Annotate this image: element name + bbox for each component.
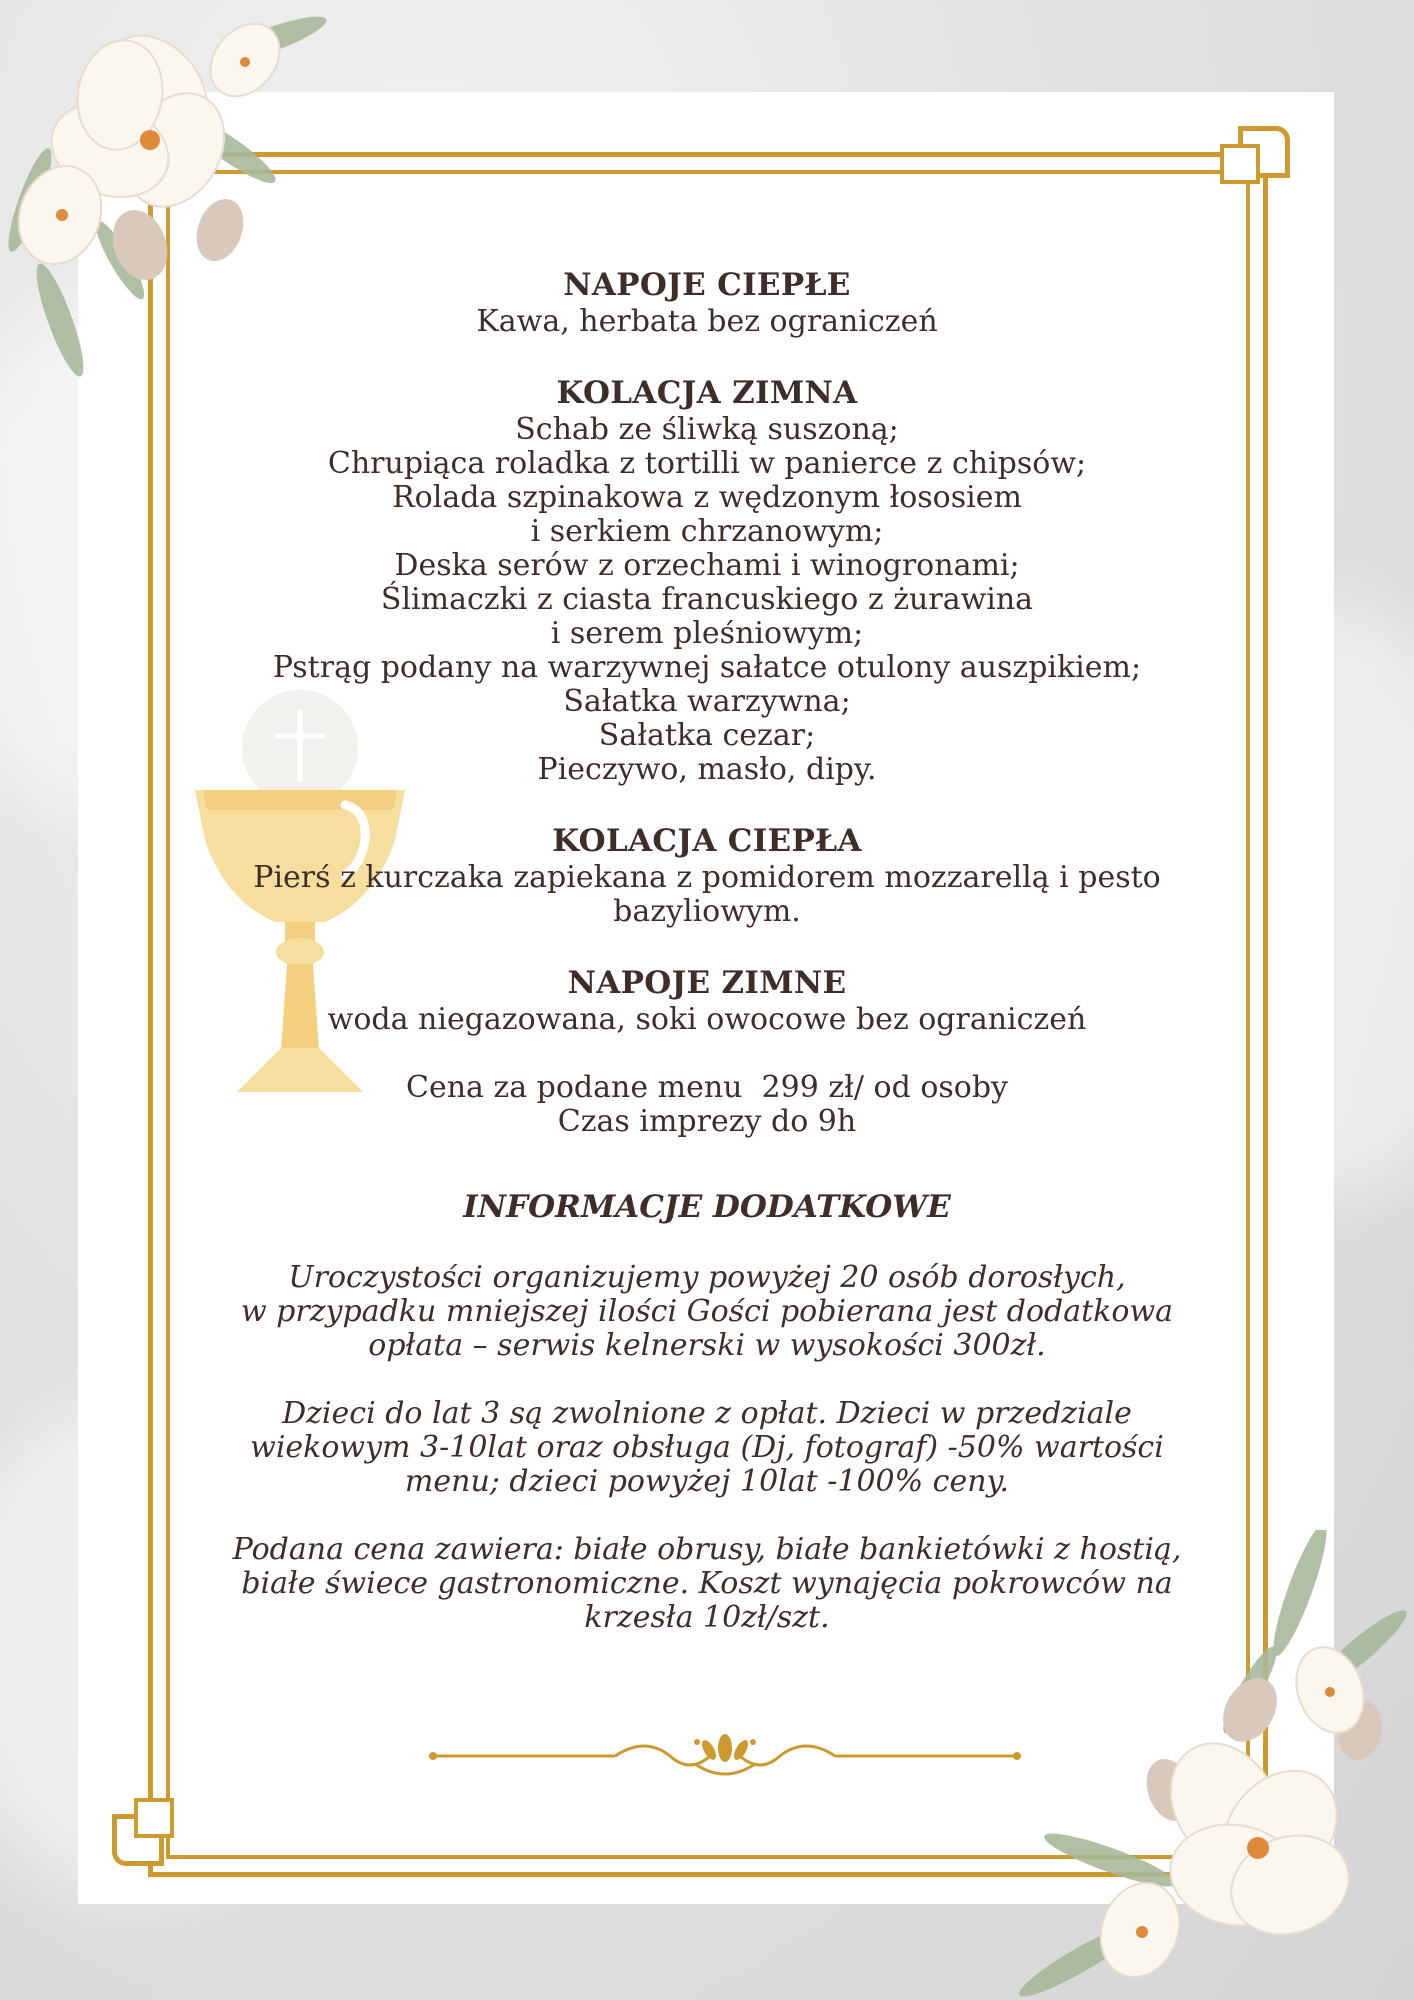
menu-line: i serkiem chrzanowym; [530, 514, 884, 549]
info-line: Dzieci do lat 3 są zwolnione z opłat. Dzieci w przedziale [282, 1396, 1132, 1431]
menu-line: Pieczywo, masło, dipy. [537, 752, 877, 787]
info-line: białe świece gastronomiczne. Koszt wynajęcia pokrowców na [241, 1566, 1173, 1601]
section-heading-hot-drinks: NAPOJE CIEPŁE [563, 267, 851, 303]
section-heading-hot-dinner: KOLACJA CIEPŁA [552, 823, 862, 859]
menu-line: Sałatka cezar; [598, 718, 816, 753]
menu-line: bazyliowym. [613, 894, 801, 929]
menu-line: i serem pleśniowym; [550, 616, 864, 651]
menu-line: Deska serów z orzechami i winogronami; [394, 548, 1020, 583]
menu-line: Kawa, herbata bez ograniczeń [476, 304, 938, 339]
menu-line: Ślimaczki z ciasta francuskiego z żurawina [380, 582, 1034, 617]
info-line: Podana cena zawiera: białe obrusy, białe bankietówki z hostią, [232, 1532, 1182, 1567]
menu-line: Rolada szpinakowa z wędzonym łososiem [392, 480, 1022, 515]
menu-content [190, 265, 1224, 1635]
info-line: opłata – serwis kelnerski w wysokości 300zł. [368, 1328, 1046, 1363]
info-line: menu; dzieci powyżej 10lat -100% ceny. [404, 1464, 1010, 1499]
info-line: wiekowym 3-10lat oraz obsługa (Dj, fotograf) -50% wartości [250, 1430, 1164, 1465]
frame-corner-bottom-left-inner [134, 1798, 174, 1838]
menu-line: woda niegazowana, soki owocowe bez ograniczeń [327, 1002, 1087, 1037]
info-line: w przypadku mniejszej ilości Gości pobierana jest dodatkowa [240, 1294, 1174, 1329]
duration-line: Czas imprezy do 9h [557, 1104, 857, 1139]
section-heading-cold-dinner: KOLACJA ZIMNA [556, 375, 858, 411]
ornamental-divider-icon [425, 1726, 1025, 1786]
menu-line: Pierś z kurczaka zapiekana z pomidorem mozzarellą i pesto [253, 860, 1161, 895]
section-heading-cold-drinks: NAPOJE ZIMNE [567, 965, 847, 1001]
price-line: Cena za podane menu 299 zł/ od osoby [405, 1070, 1008, 1105]
info-line: krzesła 10zł/szt. [584, 1600, 830, 1635]
menu-line: Sałatka warzywna; [563, 684, 851, 719]
section-heading-additional-info: INFORMACJE DODATKOWE [463, 1189, 951, 1225]
menu-line: Pstrąg podany na warzywnej sałatce otulony auszpikiem; [272, 650, 1142, 685]
info-line: Uroczystości organizujemy powyżej 20 osób dorosłych, [288, 1260, 1126, 1295]
menu-line: Schab ze śliwką suszoną; [515, 412, 899, 447]
frame-corner-top-right-inner [1220, 144, 1260, 184]
menu-line: Chrupiąca roladka z tortilli w panierce z chipsów; [327, 446, 1087, 481]
